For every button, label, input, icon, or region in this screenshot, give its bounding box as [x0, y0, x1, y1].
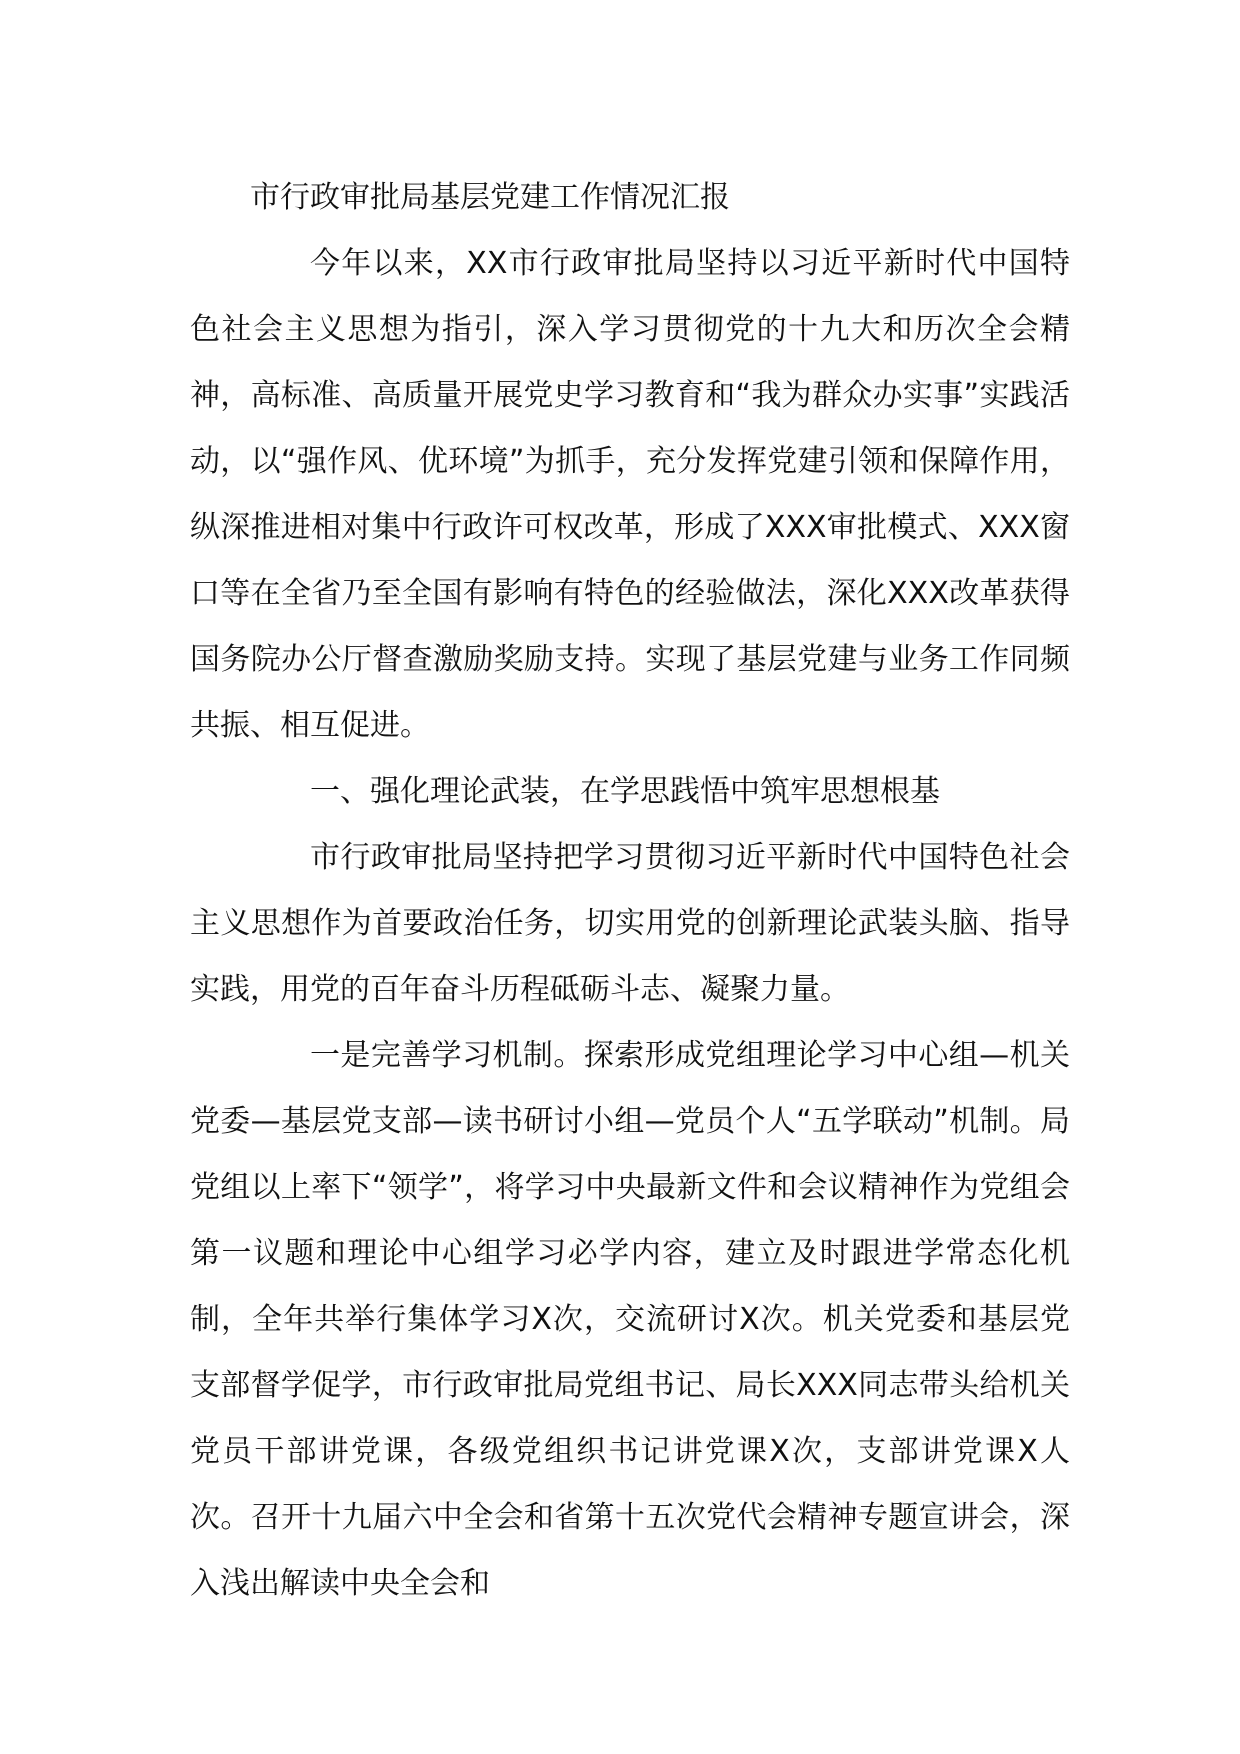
section-paragraph: 市行政审批局坚持把学习贯彻习近平新时代中国特色社会主义思想作为首要政治任务，切实用党的创新理论武装头脑、指导实践，用党的百年奋斗历程砥砺斗志、凝聚力量。 — [190, 840, 1070, 1007]
section-heading: 一、强化理论武装，在学思践悟中筑牢思想根基 — [310, 774, 940, 809]
intro-paragraph: 今年以来，XX市行政审批局坚持以习近平新时代中国特色社会主义思想为指引，深入学习贯彻党的十九大和历次全会精神，高标准、高质量开展党史学习教育和“我为群众办实事”实践活动，以“强作风、优环境”为抓手，充分发挥党建引领和保障作用，纵深推进相对集中行政许可权改革，形成了XXX审批模式、XXX窗口等在全省乃至全国有影响有特色的经验做法，深化XXX改革获得国务院办公厅督查激励奖励支持。实现了基层党建与业务工作同频共振、相互促进。 — [190, 246, 1070, 743]
document-body — [190, 165, 1070, 1617]
document-title: 市行政审批局基层党建工作情况汇报 — [250, 180, 730, 215]
section-item-paragraph: 一是完善学习机制。探索形成党组理论学习中心组—机关党委—基层党支部—读书研讨小组—党员个人“五学联动”机制。局党组以上率下“领学”，将学习中央最新文件和会议精神作为党组会第一议题和理论中心组学习必学内容，建立及时跟进学常态化机制，全年共举行集体学习X次，交流研讨X次。机关党委和基层党支部督学促学，市行政审批局党组书记、局长XXX同志带头给机关党员干部讲党课，各级党组织书记讲党课X次，支部讲党课X人次。召开十九届六中全会和省第十五次党代会精神专题宣讲会，深入浅出解读中央全会和 — [190, 1038, 1070, 1601]
